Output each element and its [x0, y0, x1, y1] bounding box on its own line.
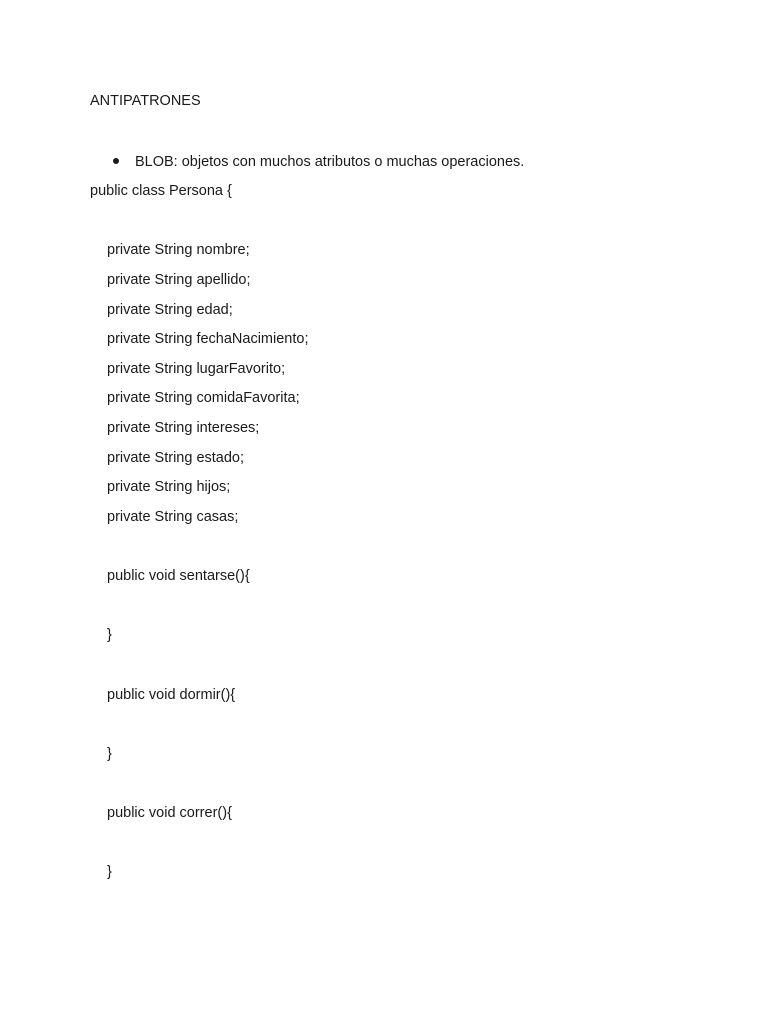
field-line: private String lugarFavorito;: [107, 361, 286, 377]
field-line: private String nombre;: [107, 242, 250, 258]
bullet-text: BLOB: objetos con muchos atributos o muchas operaciones.: [135, 154, 525, 170]
field-line: private String hijos;: [107, 479, 231, 495]
bullet-icon: [113, 158, 119, 164]
field-line: private String estado;: [107, 450, 245, 466]
method-close-brace: }: [107, 864, 112, 880]
field-line: private String comidaFavorita;: [107, 390, 300, 406]
method-signature: public void correr(){: [107, 805, 232, 821]
method-signature: public void sentarse(){: [107, 568, 250, 584]
field-line: private String edad;: [107, 302, 233, 318]
field-line: private String casas;: [107, 509, 239, 525]
method-close-brace: }: [107, 746, 112, 762]
field-line: private String apellido;: [107, 272, 251, 288]
method-close-brace: }: [107, 627, 112, 643]
field-line: private String fechaNacimiento;: [107, 331, 309, 347]
document-title: ANTIPATRONES: [90, 93, 201, 109]
method-signature: public void dormir(){: [107, 687, 236, 703]
field-line: private String intereses;: [107, 420, 260, 436]
class-declaration: public class Persona {: [90, 183, 232, 199]
